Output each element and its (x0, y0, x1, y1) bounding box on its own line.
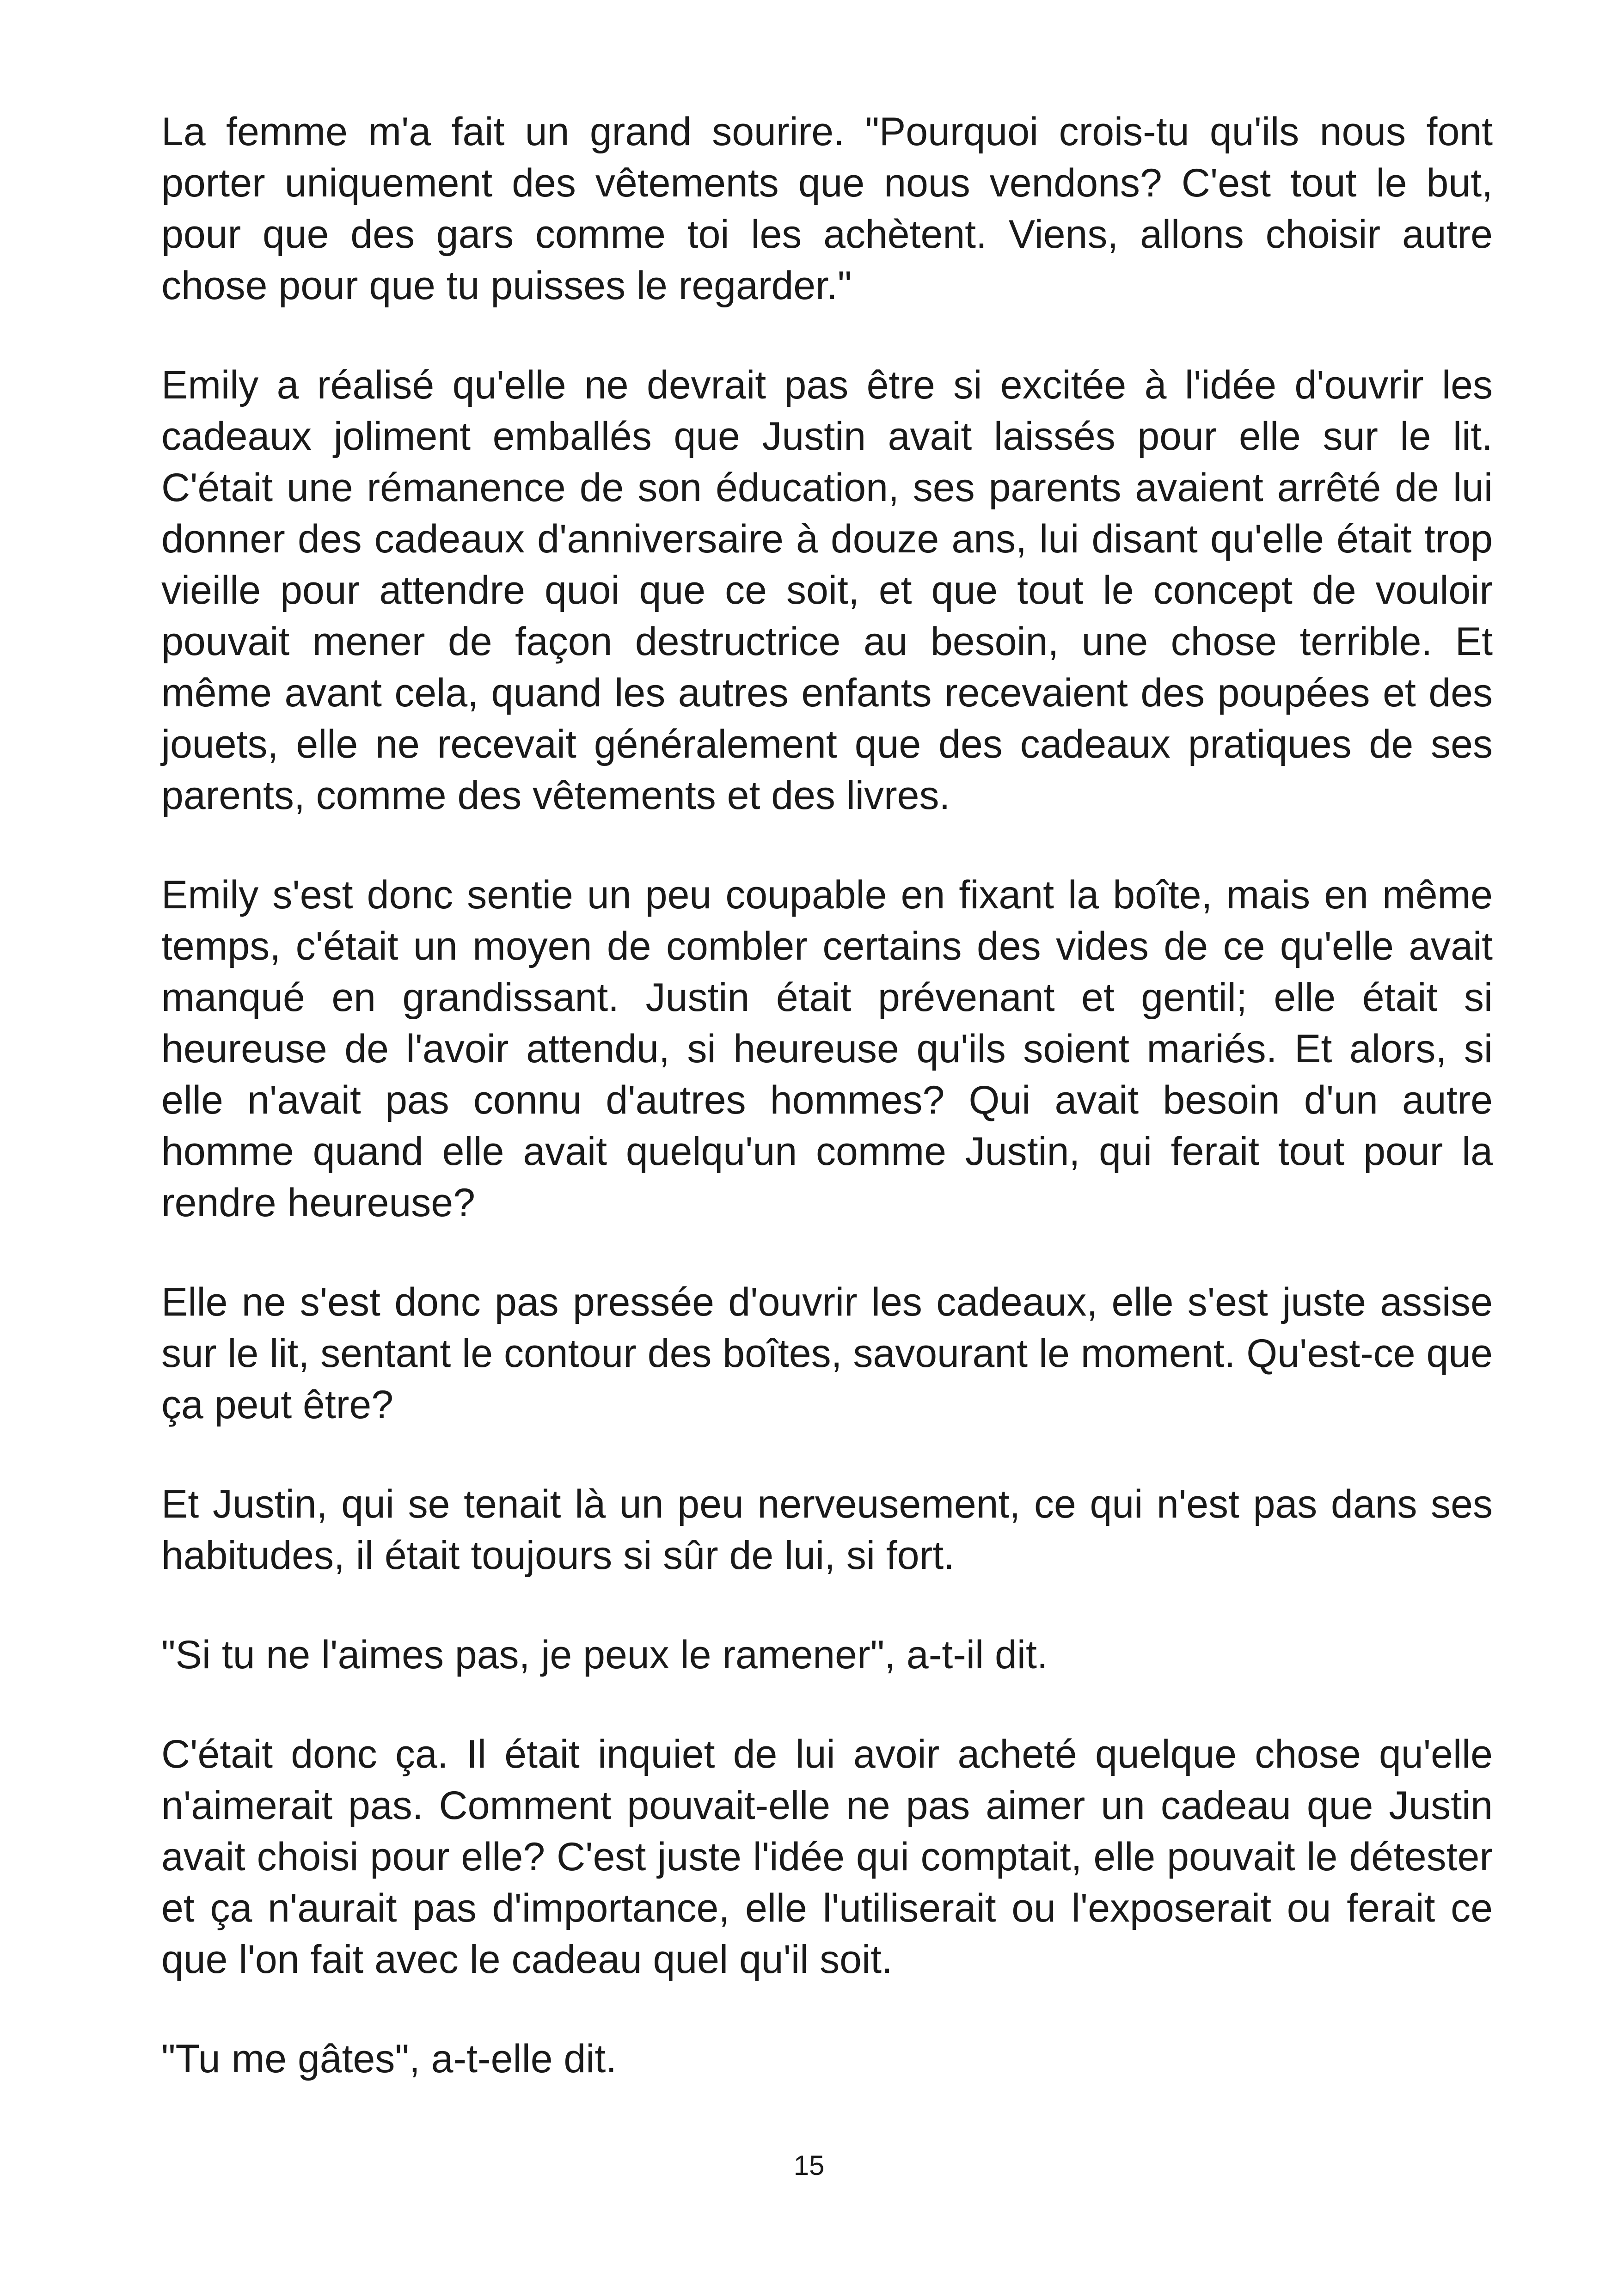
paragraph-3: Emily s'est donc sentie un peu coupable en fixant la boîte, mais en même temps, c'était un moyen de combler certains des vides de ce qu'elle avait manqué en grandissant. Justin était prévenant et gentil; elle était si heureuse de l'avoir attendu, si heureuse qu'ils soient mariés. Et alors, si elle n'avait pas connu d'autres hommes? Qui avait besoin d'un autre homme quand elle avait quelqu'un comme Justin, qui ferait tout pour la rendre heureuse? (161, 873, 1493, 1225)
paragraph-7: C'était donc ça. Il était inquiet de lui avoir acheté quelque chose qu'elle n'aimerait pas. Comment pouvait-elle ne pas aimer un cadeau que Justin avait choisi pour elle? C'est juste l'idée qui comptait, elle pouvait le détester et ça n'aurait pas d'importance, elle l'utiliserait ou l'exposerait ou ferait ce que l'on fait avec le cadeau quel qu'il soit. (161, 1732, 1493, 1982)
paragraph-2: Emily a réalisé qu'elle ne devrait pas être si excitée à l'idée d'ouvrir les cadeaux joliment emballés que Justin avait laissés pour elle sur le lit. C'était une rémanence de son éducation, ses parents avaient arrêté de lui donner des cadeaux d'anniversaire à douze ans, lui disant qu'elle était trop vieille pour attendre quoi que ce soit, et que tout le concept de vouloir pouvait mener de façon destructrice au besoin, une chose terrible. Et même avant cela, quand les autres enfants recevaient des poupées et des jouets, elle ne recevait généralement que des cadeaux pratiques de ses parents, comme des vêtements et des livres. (161, 363, 1493, 818)
page-number: 15 (793, 2150, 825, 2181)
paragraph-6: "Si tu ne l'aimes pas, je peux le ramener", a-t-il dit. (161, 1633, 1048, 1677)
paragraph-8: "Tu me gâtes", a-t-elle dit. (161, 2037, 617, 2081)
paragraph-1: La femme m'a fait un grand sourire. "Pourquoi crois-tu qu'ils nous font porter uniquement des vêtements que nous vendons? C'est tout le but, pour que des gars comme toi les achètent. Viens, allons choisir autre chose pour que tu puisses le regarder." (161, 110, 1493, 308)
paragraph-4: Elle ne s'est donc pas pressée d'ouvrir les cadeaux, elle s'est juste assise sur le lit, sentant le contour des boîtes, savourant le moment. Qu'est-ce que ça peut être? (161, 1280, 1493, 1427)
paragraph-5: Et Justin, qui se tenait là un peu nerveusement, ce qui n'est pas dans ses habitudes, il était toujours si sûr de lui, si fort. (161, 1482, 1493, 1578)
page-body (161, 106, 1493, 2133)
